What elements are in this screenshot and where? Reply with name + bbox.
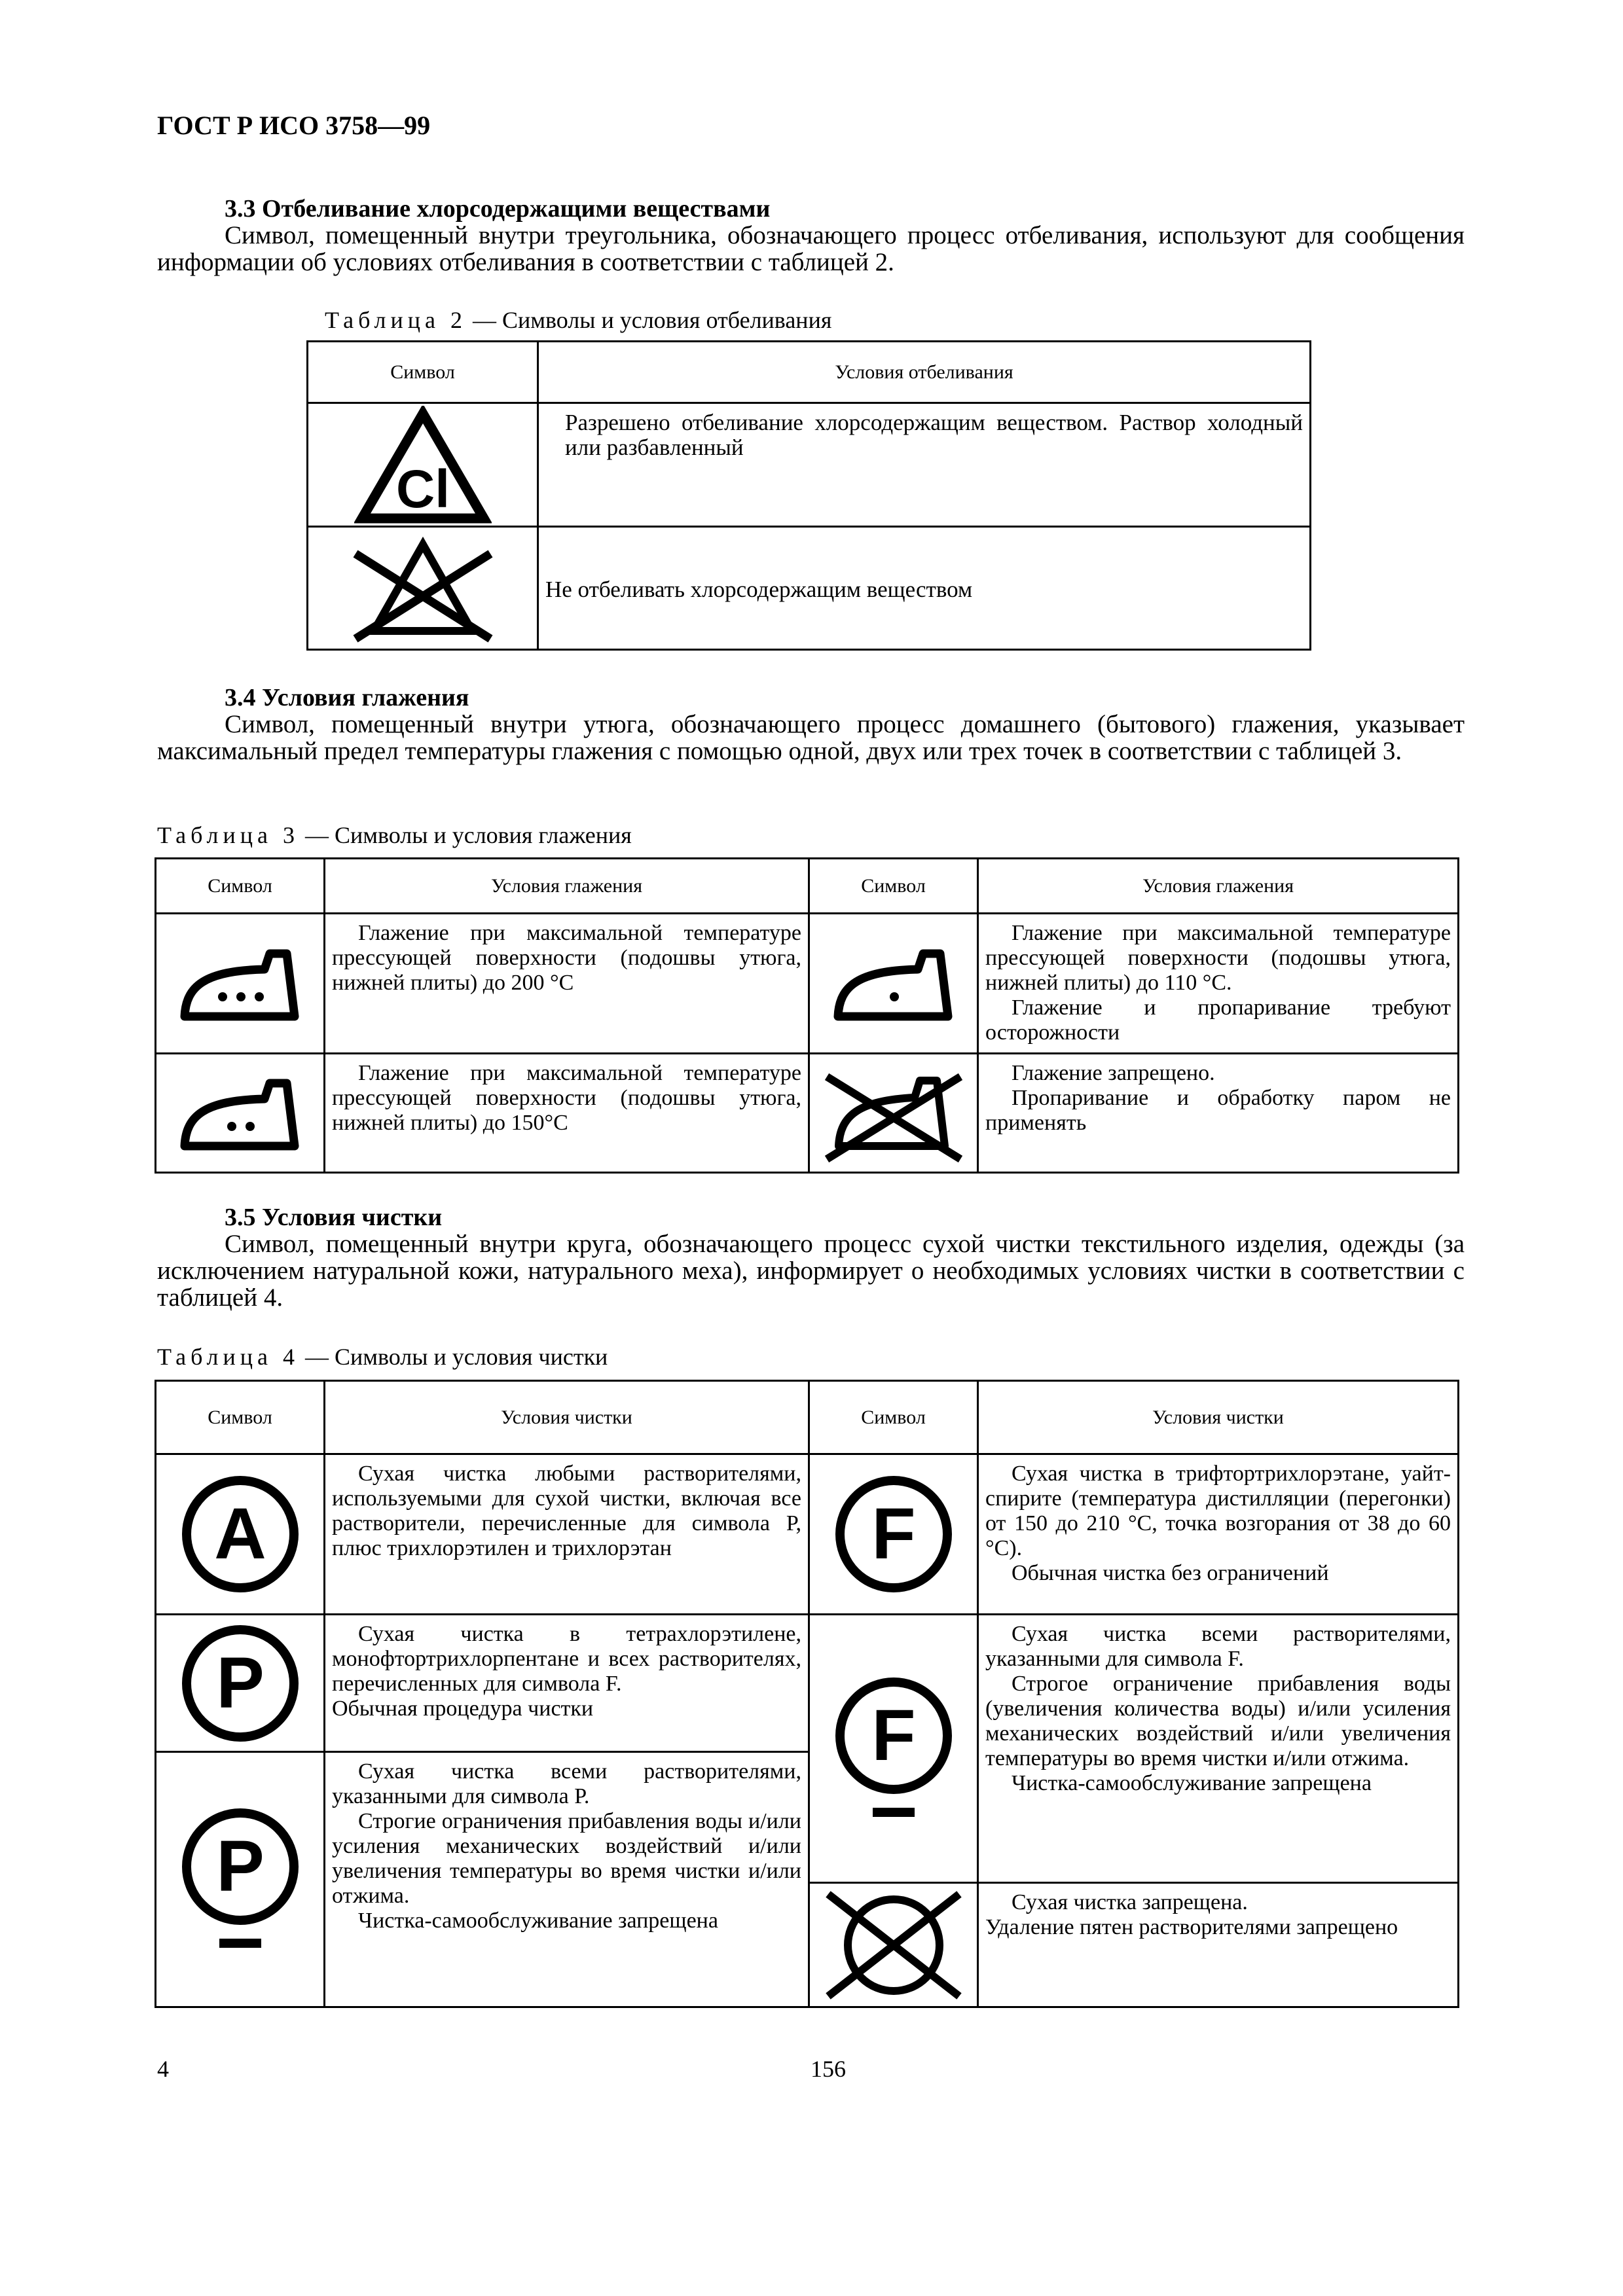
table-3-text-cell [325,1054,809,1173]
iron-three-dots-icon [178,944,302,1023]
bleach-chlorine-allowed-icon [354,406,492,524]
paragraph: Глажение при максимальной температуре прессующей поверхности (подошвы утюга, нижней плиты) до 150°С [332,1061,801,1135]
table-3-header-conditions: Условия глажения [325,859,809,914]
table-4-text-cell [978,1454,1459,1615]
dry-clean-f-icon [828,1469,959,1600]
table-4-symbol-cell [809,1454,978,1615]
page-number-left: 4 [157,2056,169,2082]
iron-two-dots-icon [178,1074,302,1153]
section-3-3-title: 3.3 Отбеливание хлорсодержащими веществами [225,195,771,223]
paragraph: Удаление пятен растворителями запрещено [985,1915,1398,1939]
table-3-label: Таблица 3 [157,822,299,848]
section-3-4-title: 3.4 Условия глажения [225,684,469,711]
paragraph: Глажение и пропаривание требуют осторожности [985,996,1451,1045]
table-3-caption [157,821,632,849]
table-2-text-cell [538,403,1311,527]
dry-clean-p-text [325,1615,808,1725]
table-4-label: Таблица 4 [157,1344,299,1370]
section-3-5-title: 3.5 Условия чистки [225,1204,443,1231]
paragraph: Сухая чистка всеми растворителями, указанными для символа Р. [332,1759,801,1808]
table-2-text-cell [538,527,1311,650]
iron-110-text [979,914,1457,1049]
table-2-header-conditions: Условия отбеливания [538,342,1311,403]
table-2-caption-text: — Символы и условия отбеливания [466,307,832,333]
table-2-symbol-cell [308,403,538,527]
iron-one-dot-icon [831,944,956,1023]
paragraph: Глажение при максимальной температуре прессующей поверхности (подошвы утюга, нижней плиты) до 110 °С. [985,921,1451,995]
table-4-symbol-cell [156,1752,325,2007]
table-2-symbol-cell [308,527,538,650]
table-4-text-cell [978,1883,1459,2007]
dry-clean-f-gentle-text [979,1615,1457,1800]
table-4-symbol-cell [809,1883,978,2007]
paragraph: Чистка-самообслуживание запрещена [1012,1771,1372,1795]
table-3-symbol-cell [809,1054,978,1173]
table-4-text-cell [978,1615,1459,1883]
table-3-caption-text: — Символы и условия глажения [299,822,632,848]
table-4-caption [157,1343,608,1371]
table-3-header-symbol: Символ [156,859,325,914]
dry-clean-p-gentle-text [325,1753,808,1937]
table-2-row-1-text: Разрешено отбеливание хлорсодержащим веществом. Раствор холодный или разбавленный [565,410,1303,460]
table-4-symbol-cell [156,1615,325,1752]
paragraph: Сухая чистка запрещена. [1012,1890,1248,1914]
letter-a: A [213,1494,266,1574]
table-4-header-symbol: Символ [156,1381,325,1454]
letter-f: F [871,1494,916,1574]
table-3-text-cell [325,914,809,1054]
table-3-symbol-cell [809,914,978,1054]
table-3-text-cell [978,1054,1459,1173]
section-3-4-text: Символ, помещенный внутри утюга, обозначающего процесс домашнего (бытового) глажения, указывает максимальный предел температуры глажения с помощью одной, двух или трех точек в соответствии с таблицей 3. [157,710,1465,765]
section-3-5-text: Символ, помещенный внутри круга, обозначающего процесс сухой чистки текстильного изделия, одежды (за исключением натуральной кожи, натурального меха), информирует о необходимых условиях чистки в соответствии с таблицей 4. [157,1230,1465,1312]
iron-150-text [325,1054,808,1139]
no-ironing-icon [822,1061,966,1166]
table-4-symbol-cell [156,1454,325,1615]
no-chlorine-bleach-icon [348,533,498,644]
paragraph: Сухая чистка в трифтортрихлорэтане, уайт-спирите (температура дистилляции (перегонки) от 150 до 210 °С, точка возгорания от 38 до 60 °С). [985,1462,1451,1560]
table-3-text-cell [978,914,1459,1054]
table-3-symbol-cell [156,914,325,1054]
document-code: ГОСТ Р ИСО 3758—99 [157,111,431,140]
table-3-symbol-cell [156,1054,325,1173]
letter-p: P [215,1642,264,1723]
paragraph: Сухая чистка любыми растворителями, используемыми для сухой чистки, включая все растворители, перечисленные для символа Р, плюс трихлорэтилен и трихлорэтан [332,1462,801,1560]
paragraph: Глажение запрещено. [1012,1061,1215,1085]
table-3-header-symbol: Символ [809,859,978,914]
table-2-label: Таблица 2 [325,307,467,333]
table-3-header-conditions: Условия глажения [978,859,1459,914]
iron-200-text [325,914,808,999]
dry-clean-f-text [979,1455,1457,1590]
chlorine-label: Cl [395,459,450,519]
no-dry-clean-text [979,1884,1457,1944]
table-4-header-conditions: Условия чистки [978,1381,1459,1454]
table-3 [155,857,1459,1174]
paragraph: Обычная процедура чистки [332,1696,594,1721]
table-4-header-conditions: Условия чистки [325,1381,809,1454]
paragraph: Строгие ограничения прибавления воды и/или усиления механических воздействий и/или увеличения температуры во время чистки и/или отжима. [332,1809,801,1908]
table-4 [155,1380,1459,2008]
table-2-header-symbol: Символ [308,342,538,403]
paragraph: Чистка-самообслуживание запрещена [358,1909,718,1933]
paragraph: Глажение при максимальной температуре прессующей поверхности (подошвы утюга, нижней плиты) до 200 °С [332,921,801,995]
table-2 [306,340,1311,651]
table-4-text-cell [325,1454,809,1615]
table-4-text-cell [325,1615,809,1752]
no-dry-clean-icon [822,1886,966,2004]
table-4-symbol-cell [809,1615,978,1883]
paragraph: Строгое ограничение прибавления воды (увеличения количества воды) и/или усиления механических воздействий и/или увеличения температуры во время чистки и/или отжима. [985,1672,1451,1770]
dry-clean-p-gentle-icon [175,1801,306,1958]
dry-clean-a-text [325,1455,808,1565]
no-ironing-text [979,1054,1457,1139]
paragraph: Обычная чистка без ограничений [1012,1561,1329,1585]
dry-clean-a-icon [175,1469,306,1600]
table-2-row-2-text: Не отбеливать хлорсодержащим веществом [545,576,973,602]
paragraph: Сухая чистка всеми растворителями, указанными для символа F. [985,1622,1451,1671]
section-3-3-text: Символ, помещенный внутри треугольника, обозначающего процесс отбеливания, используют для сообщения информации об условиях отбеливания в соответствии с таблицей 2. [157,221,1465,276]
table-4-header-symbol: Символ [809,1381,978,1454]
table-4-text-cell [325,1752,809,2007]
dry-clean-p-icon [175,1618,306,1749]
dry-clean-f-gentle-icon [828,1670,959,1827]
table-4-caption-text: — Символы и условия чистки [299,1344,608,1370]
table-2-caption [325,306,831,334]
paragraph: Сухая чистка в тетрахлорэтилене, монофтортрихлорпентане и всех растворителях, перечисленных для символа F. [332,1622,801,1696]
letter-p: P [215,1825,264,1907]
paragraph: Пропаривание и обработку паром не применять [985,1086,1451,1135]
page-number-center: 156 [811,2056,846,2082]
letter-f: F [871,1695,916,1776]
